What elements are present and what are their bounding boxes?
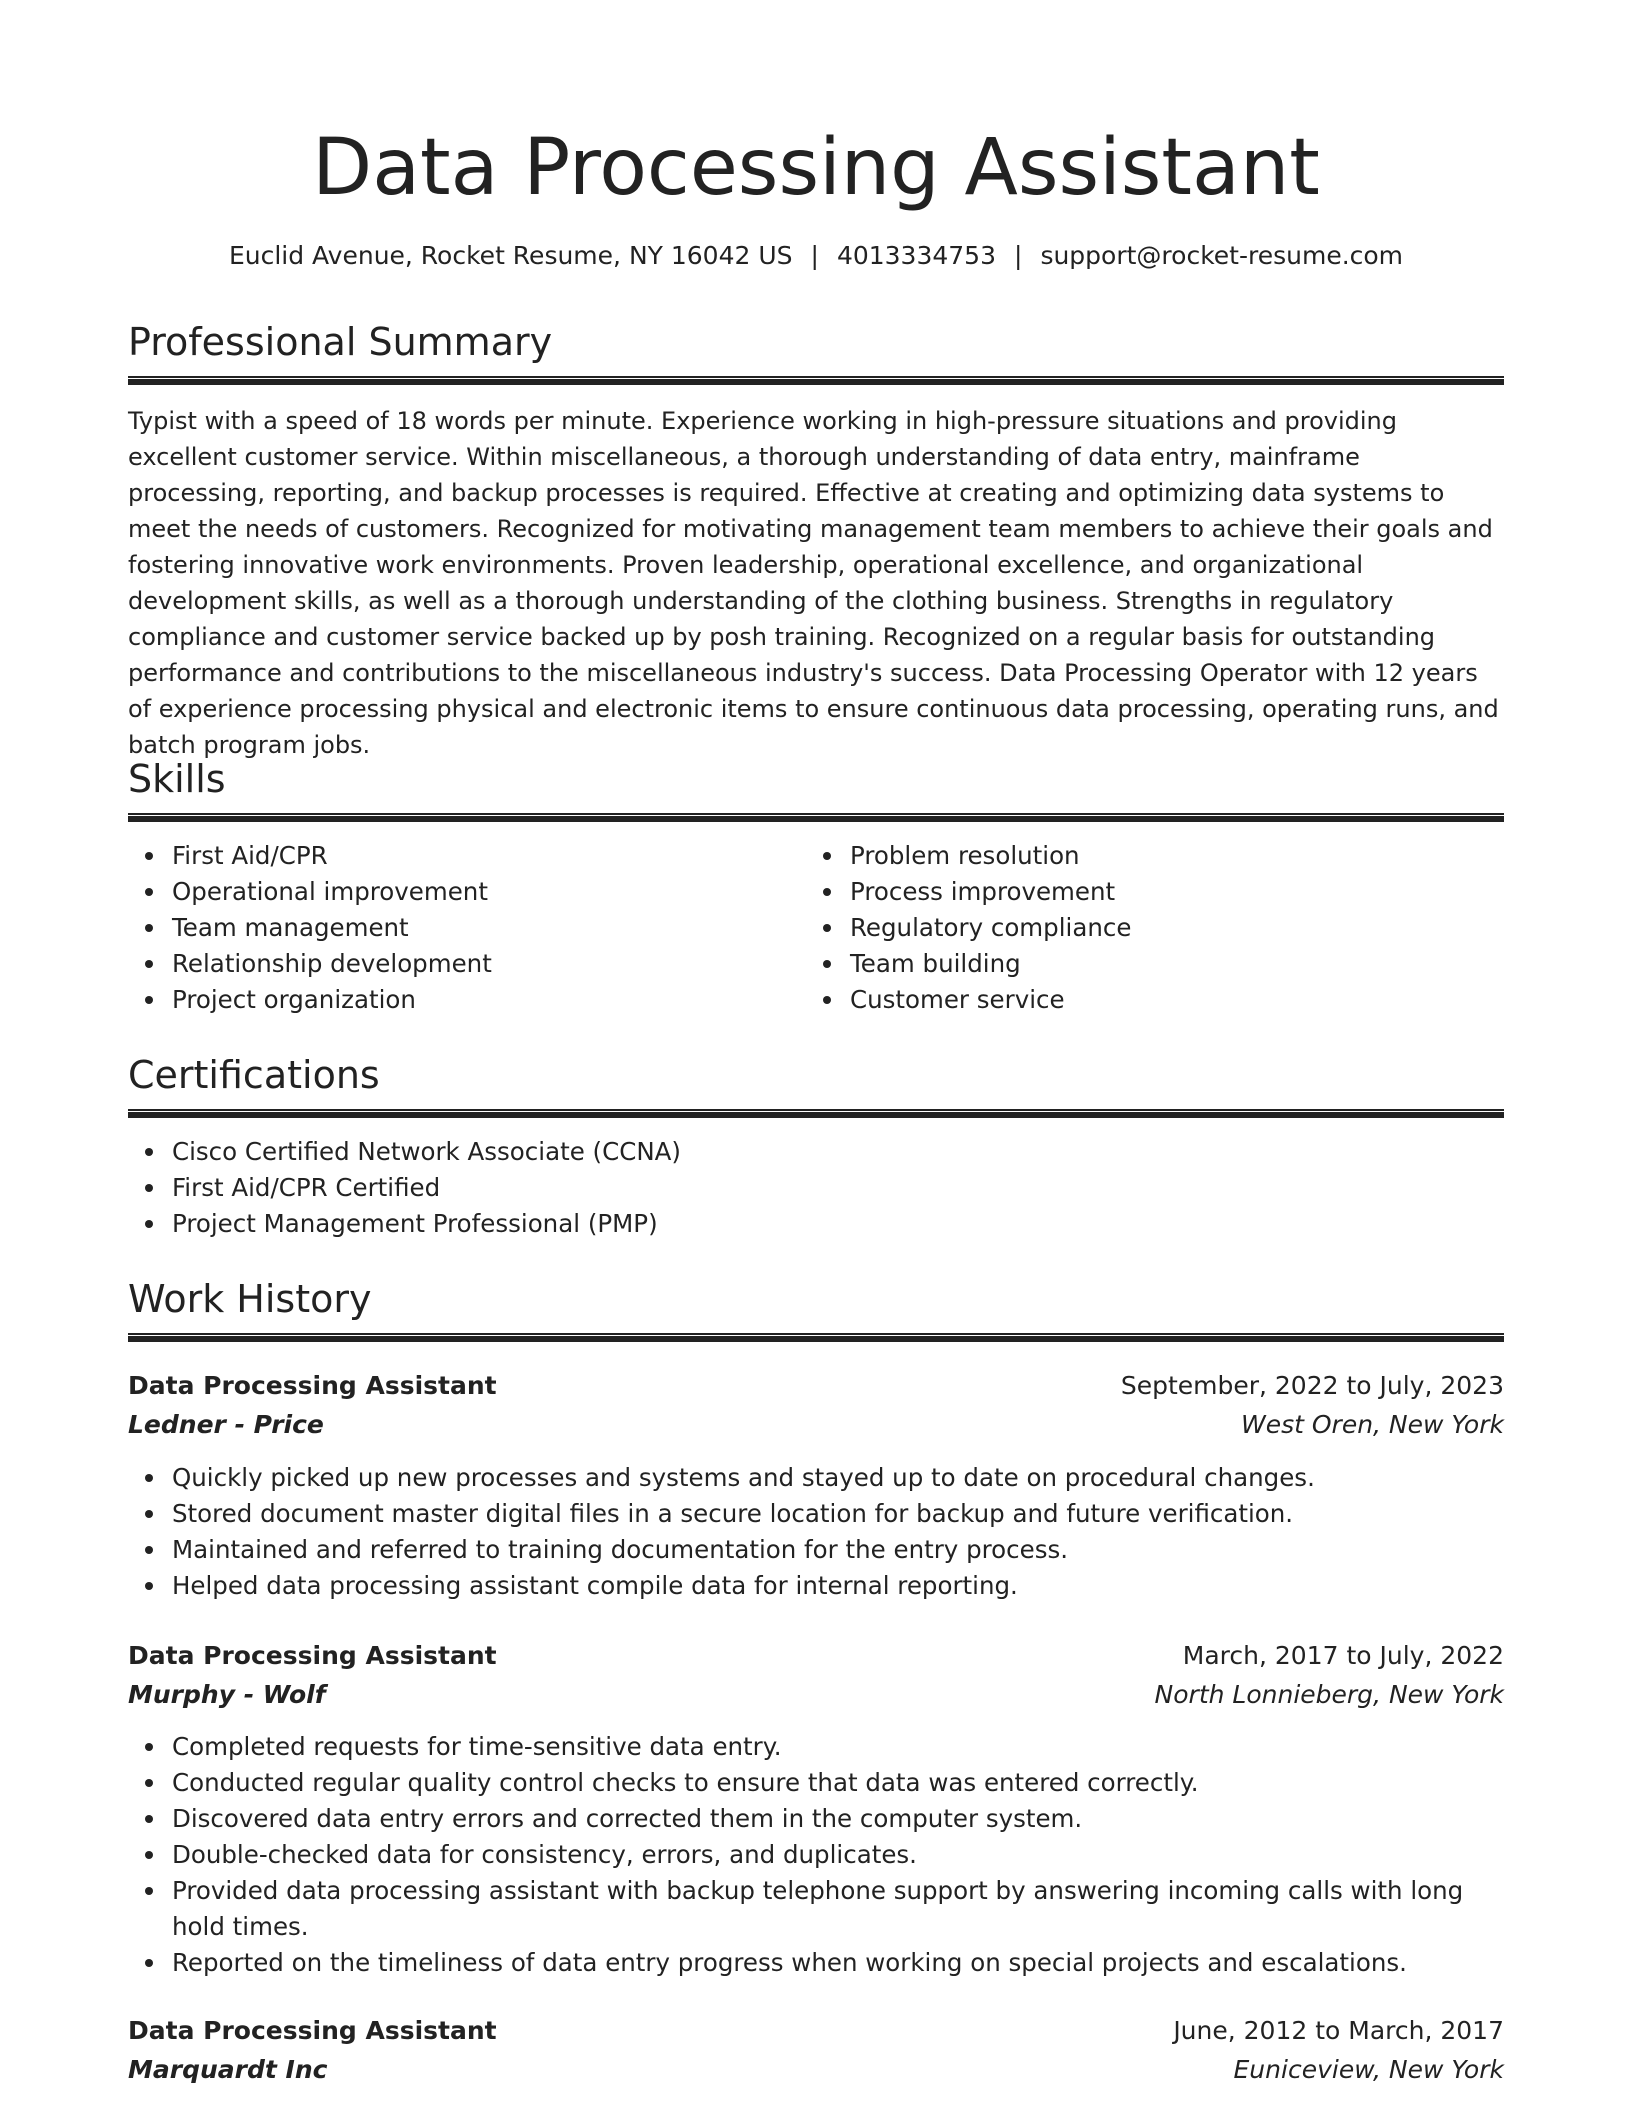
certifications-list bbox=[128, 1134, 1472, 1242]
skills-list-left bbox=[128, 838, 812, 1018]
contact-separator: | bbox=[810, 241, 819, 270]
section-divider bbox=[128, 1333, 1504, 1342]
skill-item: Operational improvement bbox=[172, 874, 812, 910]
contact-address: Euclid Avenue, Rocket Resume, NY 16042 US bbox=[228, 241, 793, 270]
contact-line bbox=[128, 238, 1504, 274]
job-dates: March, 2017 to July, 2022 bbox=[1182, 1641, 1504, 1670]
job-company: Murphy - Wolf bbox=[128, 1680, 326, 1709]
section-divider bbox=[128, 376, 1504, 385]
skill-item: Process improvement bbox=[850, 874, 1490, 910]
job-bullet: Stored document master digital files in a secure location for backup and future verification. bbox=[172, 1496, 1504, 1532]
job-location: Euniceview, New York bbox=[1233, 2055, 1504, 2084]
job-bullet: Reported on the timeliness of data entry progress when working on special projects and escalations. bbox=[172, 1945, 1504, 1981]
job-title: Data Processing Assistant bbox=[128, 2016, 497, 2045]
job-company: Marquardt Inc bbox=[128, 2055, 328, 2084]
skills-list-right bbox=[806, 838, 1490, 1018]
certification-item: First Aid/CPR Certified bbox=[172, 1170, 1472, 1206]
job-dates: June, 2012 to March, 2017 bbox=[1173, 2016, 1504, 2045]
candidate-name: Data Processing Assistant bbox=[312, 123, 1320, 213]
job-bullet: Double-checked data for consistency, errors, and duplicates. bbox=[172, 1837, 1504, 1873]
skill-item: Problem resolution bbox=[850, 838, 1490, 874]
section-divider bbox=[128, 1109, 1504, 1118]
skill-item: Team building bbox=[850, 946, 1490, 982]
job-bullet: Conducted regular quality control checks to ensure that data was entered correctly. bbox=[172, 1765, 1504, 1801]
job-location: North Lonnieberg, New York bbox=[1154, 1680, 1504, 1709]
job-location: West Oren, New York bbox=[1240, 1410, 1504, 1439]
job-bullets bbox=[128, 1460, 1504, 1604]
certification-item: Project Management Professional (PMP) bbox=[172, 1206, 1472, 1242]
certifications-heading: Certifications bbox=[128, 1053, 380, 1097]
job-dates: September, 2022 to July, 2023 bbox=[1120, 1371, 1504, 1400]
contact-email: support@rocket-resume.com bbox=[1040, 241, 1404, 270]
contact-phone: 4013334753 bbox=[836, 241, 996, 270]
job-title: Data Processing Assistant bbox=[128, 1371, 497, 1400]
summary-text: Typist with a speed of 18 words per minute. Experience working in high-pressure situations and providing excellent customer service. Within miscellaneous, a thorough understanding of data entry, mainframe processing, reporting, and backup processes is required. Effective at creating and optimizing data systems to meet the needs of customers. Recognized for motivating management team members to achieve their goals and fostering innovative work environments. Proven leadership, operational excellence, and organizational development skills, as well as a thorough understanding of the clothing business. Strengths in regulatory compliance and customer service backed up by posh training. Recognized on a regular basis for outstanding performance and contributions to the miscellaneous industry's success. Data Processing Operator with 12 years of experience processing physical and electronic items to ensure continuous data processing, operating runs, and batch program jobs. bbox=[128, 407, 1499, 759]
contact-separator: | bbox=[1014, 241, 1023, 270]
skill-item: Customer service bbox=[850, 982, 1490, 1018]
job-title: Data Processing Assistant bbox=[128, 1641, 497, 1670]
skill-item: Relationship development bbox=[172, 946, 812, 982]
certification-item: Cisco Certified Network Associate (CCNA) bbox=[172, 1134, 1472, 1170]
skill-item: Project organization bbox=[172, 982, 812, 1018]
work-history-heading: Work History bbox=[128, 1277, 372, 1321]
job-bullet: Discovered data entry errors and corrected them in the computer system. bbox=[172, 1801, 1504, 1837]
skill-item: Regulatory compliance bbox=[850, 910, 1490, 946]
job-bullet: Quickly picked up new processes and systems and stayed up to date on procedural changes. bbox=[172, 1460, 1504, 1496]
skill-item: Team management bbox=[172, 910, 812, 946]
skills-heading: Skills bbox=[128, 757, 226, 801]
summary-heading: Professional Summary bbox=[128, 320, 553, 364]
job-bullets bbox=[128, 1729, 1504, 1981]
section-divider bbox=[128, 813, 1504, 822]
job-bullet: Provided data processing assistant with backup telephone support by answering incoming calls with long hold times. bbox=[172, 1873, 1504, 1945]
job-company: Ledner - Price bbox=[128, 1410, 324, 1439]
job-bullet: Maintained and referred to training documentation for the entry process. bbox=[172, 1532, 1504, 1568]
skill-item: First Aid/CPR bbox=[172, 838, 812, 874]
job-bullet: Helped data processing assistant compile data for internal reporting. bbox=[172, 1568, 1504, 1604]
job-bullet: Completed requests for time-sensitive data entry. bbox=[172, 1729, 1504, 1765]
